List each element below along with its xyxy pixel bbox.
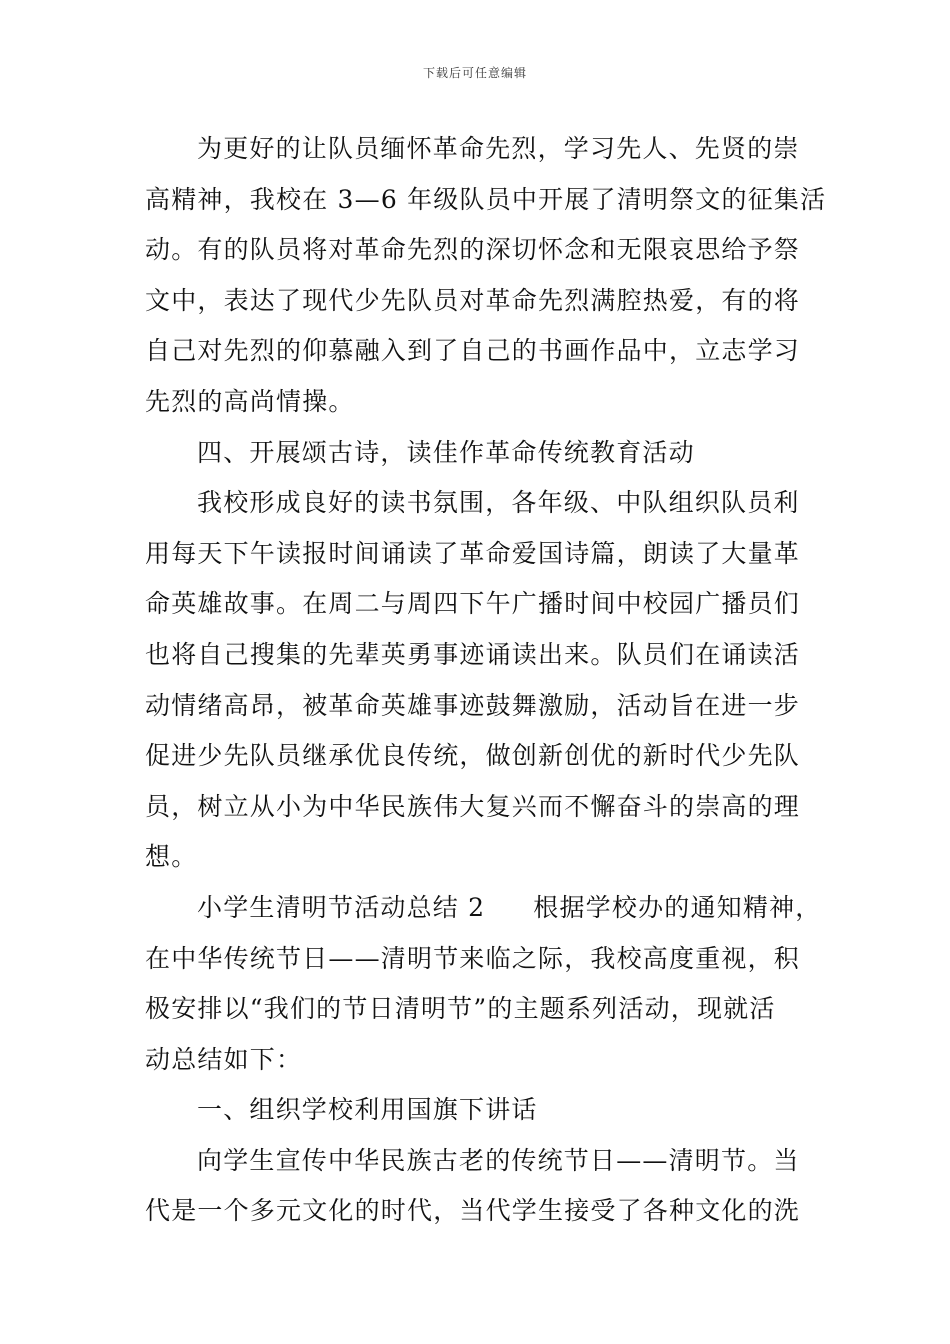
text-line: 文中，表达了现代少先队员对革命先烈满腔热爱，有的将 (145, 285, 801, 315)
text-run: 根据学校办的通知精神， (533, 892, 822, 922)
text-line: 代是一个多元文化的时代，当代学生接受了各种文化的洗 (145, 1196, 801, 1226)
text-line: 动情绪高昂，被革命英雄事迹鼓舞激励，活动旨在进一步 (145, 690, 801, 720)
header-note: 下载后可任意编辑 (422, 66, 527, 80)
text-line: 促进少先队员继承优良传统，做创新创优的新时代少先队 (145, 741, 801, 771)
section-heading: 四、开展颂古诗，读佳作革命传统教育活动 (197, 437, 695, 467)
text-line: 动。有的队员将对革命先烈的深切怀念和无限哀思给予祭 (145, 235, 801, 265)
text-line: 命英雄故事。在周二与周四下午广播时间中校园广播员们 (145, 589, 801, 619)
section-heading: 一、组织学校利用国旗下讲话 (197, 1095, 538, 1125)
text-line: 想。 (145, 842, 198, 872)
text-line: 高精神，我校在 3—6 年级队员中开展了清明祭文的征集活 (145, 184, 827, 214)
document-body (145, 124, 827, 1237)
summary-title: 小学生清明节活动总结 2 (197, 892, 486, 922)
text-line: 为更好的让队员缅怀革命先烈，学习先人、先贤的崇 (197, 134, 800, 163)
text-line: 先烈的高尚情操。 (145, 386, 355, 416)
text-line: 我校形成良好的读书氛围，各年级、中队组织队员利 (197, 488, 800, 518)
text-line: 极安排以“我们的节日清明节”的主题系列活动，现就活 (145, 994, 776, 1024)
text-line: 向学生宣传中华民族古老的传统节日——清明节。当 (197, 1145, 800, 1175)
text-line: 员，树立从小为中华民族伟大复兴而不懈奋斗的崇高的理 (145, 791, 801, 821)
text-line: 自己对先烈的仰慕融入到了自己的书画作品中，立志学习 (145, 336, 801, 366)
text-line: 动总结如下： (145, 1044, 303, 1074)
text-line: 在中华传统节日——清明节来临之际，我校高度重视，积 (145, 943, 801, 973)
text-line: 也将自己搜集的先辈英勇事迹诵读出来。队员们在诵读活 (145, 639, 801, 669)
summary-title-line (145, 883, 822, 934)
text-line: 用每天下午读报时间诵读了革命爱国诗篇，朗读了大量革 (145, 538, 801, 568)
